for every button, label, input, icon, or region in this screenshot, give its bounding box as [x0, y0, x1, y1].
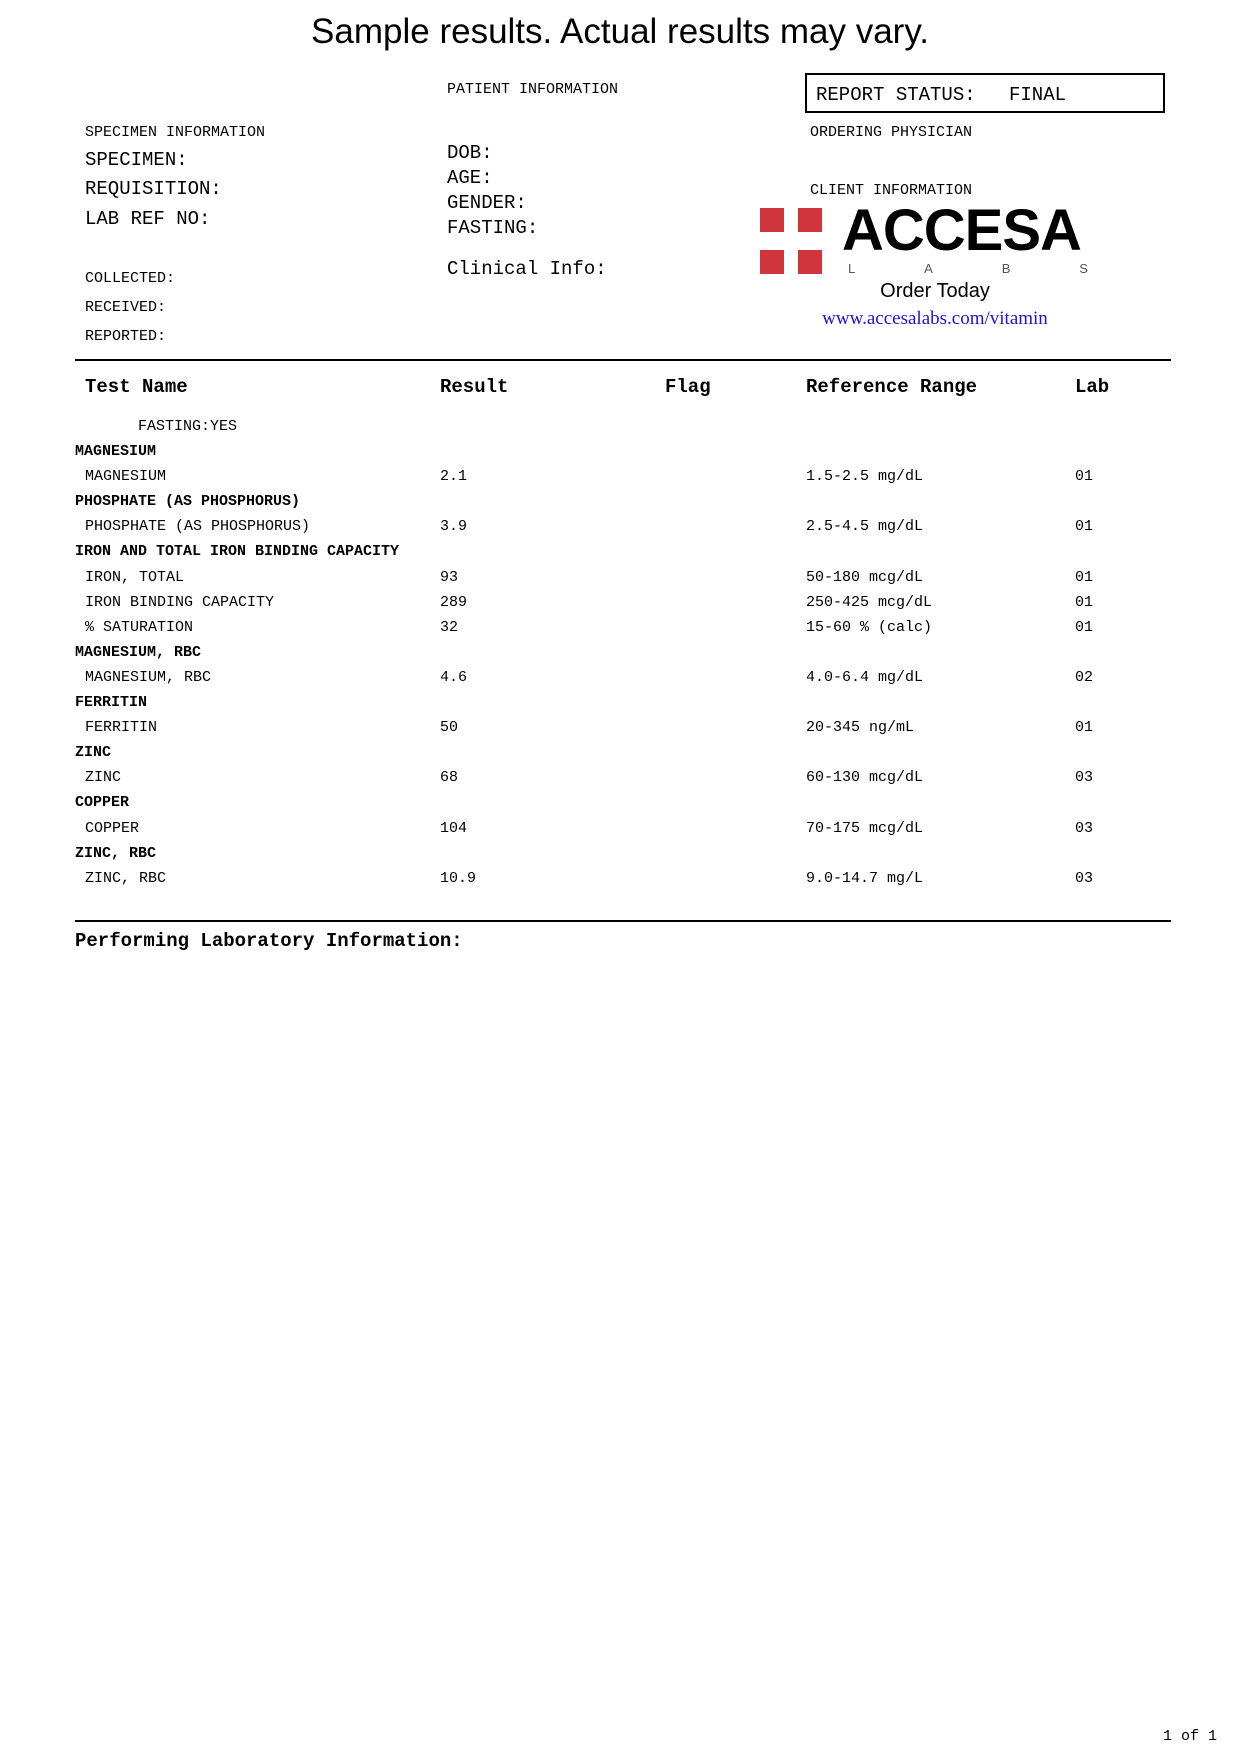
table-row [0, 820, 1240, 845]
sample-banner: Sample results. Actual results may vary. [311, 12, 929, 51]
report-status-label: REPORT STATUS: [816, 84, 976, 106]
cell-range: 250-425 mcg/dL [806, 594, 933, 611]
cell-range: 1.5-2.5 mg/dL [806, 468, 924, 485]
cell-lab: 03 [1075, 820, 1094, 837]
table-row [0, 769, 1240, 794]
cell-range: 20-345 ng/mL [806, 719, 915, 736]
cell-range: 15-60 % (calc) [806, 619, 933, 636]
report-status-box [805, 73, 1165, 113]
logo-square [760, 208, 784, 232]
cell-result: 289 [440, 594, 468, 611]
cell-lab: 01 [1075, 518, 1094, 535]
lab-ref-field: LAB REF NO: [85, 208, 211, 230]
table-row [0, 669, 1240, 694]
cell-result: 50 [440, 719, 459, 736]
fasting-field: FASTING: [447, 217, 539, 239]
cell-lab: 03 [1075, 870, 1094, 887]
col-header-lab: Lab [1075, 376, 1110, 398]
table-row [0, 569, 1240, 594]
group-header [0, 794, 1240, 819]
cell-test: ZINC, RBC [85, 870, 167, 887]
cell-test: IRON, TOTAL [85, 569, 185, 586]
specimen-field: SPECIMEN: [85, 149, 188, 171]
accesa-link[interactable]: www.accesalabs.com/vitamin [822, 308, 1048, 329]
table-row [0, 619, 1240, 644]
cell-result: 68 [440, 769, 459, 786]
cell-lab: 01 [1075, 719, 1094, 736]
footer-divider [75, 920, 1171, 922]
logo-square [798, 250, 822, 274]
performing-lab-label: Performing Laboratory Information: [75, 930, 463, 952]
order-today-text: Order Today [880, 280, 990, 302]
group-header [0, 644, 1240, 669]
cell-lab: 01 [1075, 619, 1094, 636]
cell-test: PHOSPHATE (AS PHOSPHORUS) [85, 518, 311, 535]
cell-lab: 01 [1075, 468, 1094, 485]
ordering-physician-label: ORDERING PHYSICIAN [810, 124, 973, 141]
col-header-flag: Flag [665, 376, 711, 398]
logo-wordmark: ACCESA [842, 198, 1081, 263]
table-row [0, 870, 1240, 895]
cell-test: ZINC [85, 769, 122, 786]
cell-range: 50-180 mcg/dL [806, 569, 924, 586]
client-info-label: CLIENT INFORMATION [810, 182, 973, 199]
cell-lab: 01 [1075, 569, 1094, 586]
collected-field: COLLECTED: [85, 270, 176, 287]
cell-lab: 01 [1075, 594, 1094, 611]
cell-range: 4.0-6.4 mg/dL [806, 669, 924, 686]
cell-result: 3.9 [440, 518, 468, 535]
group-name: FERRITIN [75, 694, 148, 711]
received-field: RECEIVED: [85, 299, 167, 316]
cell-result: 104 [440, 820, 468, 837]
cell-range: 70-175 mcg/dL [806, 820, 924, 837]
table-row [0, 468, 1240, 493]
cell-test: % SATURATION [85, 619, 194, 636]
group-header [0, 845, 1240, 870]
logo-square [798, 208, 822, 232]
col-header-result: Result [440, 376, 509, 398]
group-header [0, 694, 1240, 719]
cell-result: 2.1 [440, 468, 468, 485]
cell-test: MAGNESIUM [85, 468, 167, 485]
col-header-range: Reference Range [806, 376, 978, 398]
cell-range: 9.0-14.7 mg/L [806, 870, 924, 887]
group-name: ZINC [75, 744, 112, 761]
col-header-test: Test Name [85, 376, 188, 398]
cell-lab: 03 [1075, 769, 1094, 786]
cell-result: 10.9 [440, 870, 477, 887]
cell-result: 32 [440, 619, 459, 636]
group-name: IRON AND TOTAL IRON BINDING CAPACITY [75, 543, 400, 560]
fasting-note: FASTING:YES [138, 418, 238, 435]
logo-square [760, 250, 784, 274]
cell-test: COPPER [85, 820, 140, 837]
group-header [0, 543, 1240, 568]
group-name: PHOSPHATE (AS PHOSPHORUS) [75, 493, 301, 510]
cell-test: FERRITIN [85, 719, 158, 736]
specimen-info-label: SPECIMEN INFORMATION [85, 124, 266, 141]
cell-test: MAGNESIUM, RBC [85, 669, 212, 686]
cell-lab: 02 [1075, 669, 1094, 686]
group-name: MAGNESIUM, RBC [75, 644, 202, 661]
table-row [0, 594, 1240, 619]
group-header [0, 443, 1240, 468]
group-name: COPPER [75, 794, 130, 811]
report-status-value: FINAL [1009, 84, 1067, 106]
header-divider [75, 359, 1171, 361]
age-field: AGE: [447, 167, 493, 189]
group-name: ZINC, RBC [75, 845, 157, 862]
logo-subtitle: L A B S [848, 261, 1088, 276]
cell-range: 60-130 mcg/dL [806, 769, 924, 786]
reported-field: REPORTED: [85, 328, 167, 345]
group-header [0, 744, 1240, 769]
cell-result: 93 [440, 569, 459, 586]
patient-info-label: PATIENT INFORMATION [447, 81, 619, 98]
clinical-info-label: Clinical Info: [447, 258, 607, 280]
group-name: MAGNESIUM [75, 443, 157, 460]
dob-field: DOB: [447, 142, 493, 164]
page-number: 1 of 1 [1163, 1728, 1218, 1745]
gender-field: GENDER: [447, 192, 527, 214]
requisition-field: REQUISITION: [85, 178, 222, 200]
cell-test: IRON BINDING CAPACITY [85, 594, 275, 611]
table-row [0, 518, 1240, 543]
cell-result: 4.6 [440, 669, 468, 686]
cell-range: 2.5-4.5 mg/dL [806, 518, 924, 535]
accesa-logo [760, 198, 1100, 277]
table-row [0, 719, 1240, 744]
group-header [0, 493, 1240, 518]
